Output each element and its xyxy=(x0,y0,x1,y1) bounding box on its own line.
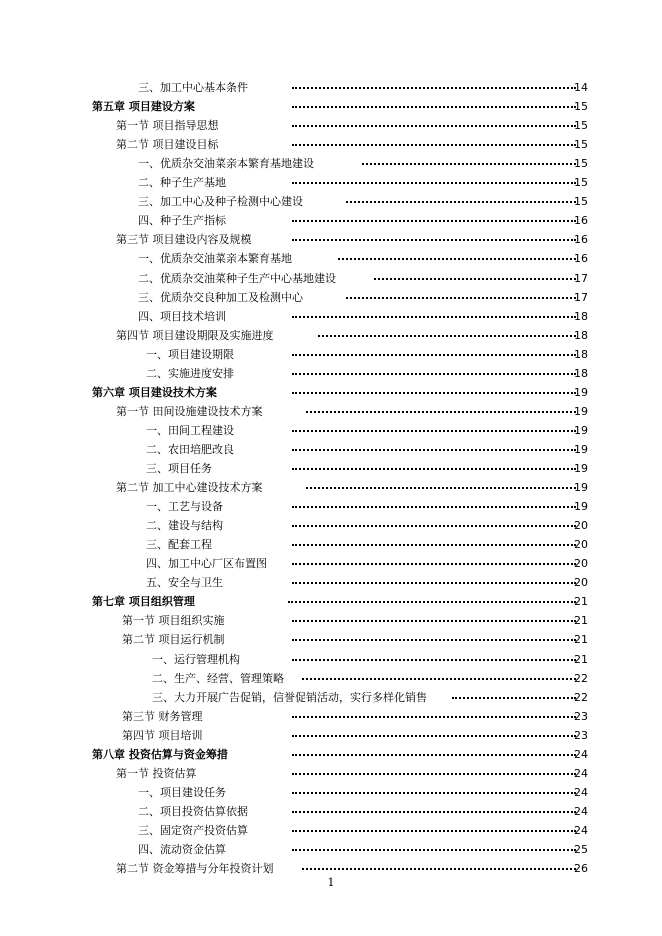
toc-leader-dots xyxy=(452,697,576,699)
toc-entry-title: 二、优质杂交油菜种子生产中心基地建设 xyxy=(138,271,336,285)
toc-entry-title: 三、大力开展广告促销，信誉促销活动，实行多样化销售 xyxy=(152,690,427,704)
toc-entry-title: 第三节 项目建设内容及规模 xyxy=(116,233,252,247)
toc-entry[interactable] xyxy=(0,173,662,192)
toc-leader-dots xyxy=(292,449,576,451)
toc-entry-title: 三、固定资产投资估算 xyxy=(138,823,248,837)
toc-entry-title: 三、配套工程 xyxy=(146,538,212,552)
toc-entry-title: 第二节 项目运行机制 xyxy=(122,633,225,647)
toc-leader-dots xyxy=(292,430,576,432)
toc-entry[interactable] xyxy=(0,669,662,688)
toc-entry[interactable] xyxy=(0,211,662,230)
toc-leader-dots xyxy=(292,144,576,146)
toc-entry-page: 15 xyxy=(574,176,588,190)
toc-entry-page: 21 xyxy=(574,633,588,647)
toc-entry-title: 第六章 项目建设技术方案 xyxy=(92,385,217,399)
toc-entry-title: 三、加工中心及种子检测中心建设 xyxy=(138,195,303,209)
toc-entry[interactable] xyxy=(0,249,662,268)
toc-entry[interactable] xyxy=(0,459,662,478)
toc-leader-dots xyxy=(292,316,576,318)
toc-entry-page: 15 xyxy=(574,119,588,133)
toc-entry-title: 第一节 项目组织实施 xyxy=(122,614,225,628)
toc-entry-page: 24 xyxy=(574,823,588,837)
toc-leader-dots xyxy=(292,106,576,108)
toc-leader-dots xyxy=(306,487,576,489)
toc-entry-title: 第一节 田间设施建设技术方案 xyxy=(116,404,263,418)
toc-entry-page: 19 xyxy=(574,500,588,514)
toc-entry-title: 第二节 项目建设目标 xyxy=(116,138,219,152)
toc-entry[interactable] xyxy=(0,802,662,821)
toc-entry-page: 16 xyxy=(574,214,588,228)
toc-entry-page: 15 xyxy=(574,157,588,171)
toc-entry-title: 二、实施进度安排 xyxy=(146,366,234,380)
toc-entry[interactable] xyxy=(0,821,662,840)
toc-entry-title: 一、田间工程建设 xyxy=(146,423,234,437)
toc-entry-page: 18 xyxy=(574,347,588,361)
toc-entry-title: 四、项目技术培训 xyxy=(138,309,226,323)
toc-entry-page: 20 xyxy=(574,557,588,571)
toc-entry-title: 第二节 加工中心建设技术方案 xyxy=(116,481,263,495)
toc-entry-title: 第四节 项目建设期限及实施进度 xyxy=(116,328,274,342)
toc-entry[interactable] xyxy=(0,326,662,345)
toc-entry[interactable] xyxy=(0,345,662,364)
toc-entry-page: 26 xyxy=(574,862,588,876)
toc-leader-dots xyxy=(292,773,576,775)
toc-entry[interactable] xyxy=(0,630,662,649)
toc-leader-dots xyxy=(292,182,576,184)
toc-entry[interactable] xyxy=(0,288,662,307)
toc-leader-dots xyxy=(292,544,576,546)
toc-entry-page: 24 xyxy=(574,804,588,818)
toc-entry-page: 25 xyxy=(574,843,588,856)
toc-entry-page: 24 xyxy=(574,785,588,799)
toc-entry-page: 15 xyxy=(574,100,588,114)
toc-entry[interactable] xyxy=(0,78,662,97)
toc-leader-dots xyxy=(292,792,576,794)
toc-entry-title: 第三节 财务管理 xyxy=(122,709,203,723)
toc-entry[interactable] xyxy=(0,650,662,669)
toc-entry-page: 19 xyxy=(574,442,588,456)
toc-leader-dots xyxy=(292,392,576,394)
toc-leader-dots xyxy=(292,525,576,527)
toc-leader-dots xyxy=(292,563,576,565)
toc-entry-page: 23 xyxy=(574,728,588,742)
toc-entry-page: 21 xyxy=(574,652,588,666)
toc-entry-title: 二、生产、经营、管理策略 xyxy=(152,671,284,685)
toc-leader-dots xyxy=(318,335,576,337)
toc-entry-title: 四、种子生产指标 xyxy=(138,214,226,228)
toc-entry-title: 一、项目建设期限 xyxy=(146,347,234,361)
toc-leader-dots xyxy=(292,754,576,756)
toc-entry[interactable] xyxy=(0,726,662,745)
toc-entry[interactable] xyxy=(0,745,662,764)
toc-entry-title: 一、项目建设任务 xyxy=(138,785,226,799)
toc-entry[interactable] xyxy=(0,154,662,173)
toc-leader-dots xyxy=(302,678,576,680)
toc-entry[interactable] xyxy=(0,307,662,326)
toc-entry-page: 21 xyxy=(574,614,588,628)
toc-entry-page: 21 xyxy=(574,595,588,609)
toc-entry-page: 20 xyxy=(574,576,588,590)
toc-entry-page: 19 xyxy=(574,481,588,495)
toc-leader-dots xyxy=(292,220,576,222)
toc-entry-title: 二、农田培肥改良 xyxy=(146,442,234,456)
toc-leader-dots xyxy=(346,201,576,203)
toc-entry[interactable] xyxy=(0,554,662,573)
toc-entry-page: 19 xyxy=(574,404,588,418)
toc-entry[interactable] xyxy=(0,230,662,249)
toc-entry-page: 24 xyxy=(574,766,588,780)
toc-entry-title: 一、优质杂交油菜亲本繁育基地建设 xyxy=(138,157,314,171)
toc-entry-page: 20 xyxy=(574,519,588,533)
toc-entry-title: 第八章 投资估算与资金筹措 xyxy=(92,747,228,761)
toc-leader-dots xyxy=(306,411,576,413)
toc-entry[interactable] xyxy=(0,535,662,554)
toc-entry[interactable] xyxy=(0,269,662,288)
toc-entry[interactable] xyxy=(0,707,662,726)
toc-entry-title: 三、加工中心基本条件 xyxy=(138,81,248,94)
toc-entry-page: 14 xyxy=(574,81,588,94)
toc-entry[interactable] xyxy=(0,192,662,211)
toc-entry-page: 18 xyxy=(574,366,588,380)
toc-leader-dots xyxy=(292,735,576,737)
toc-entry-page: 20 xyxy=(574,538,588,552)
toc-entry-page: 22 xyxy=(574,690,588,704)
toc-entry-title: 五、安全与卫生 xyxy=(146,576,223,590)
toc-entry-title: 第四节 项目培训 xyxy=(122,728,203,742)
toc-entry-title: 一、优质杂交油菜亲本繁育基地 xyxy=(138,252,292,266)
toc-entry-title: 三、项目任务 xyxy=(146,462,212,475)
toc-leader-dots xyxy=(292,239,576,241)
toc-entry-title: 二、项目投资估算依据 xyxy=(138,804,248,818)
toc-entry-title: 一、工艺与设备 xyxy=(146,500,223,514)
toc-entry-page: 19 xyxy=(574,462,588,475)
toc-entry-page: 18 xyxy=(574,309,588,323)
toc-entry[interactable] xyxy=(0,840,662,859)
toc-leader-dots xyxy=(338,258,576,260)
toc-leader-dots xyxy=(292,620,576,622)
toc-leader-dots xyxy=(288,601,576,603)
toc-entry-page: 23 xyxy=(574,709,588,723)
toc-entry[interactable] xyxy=(0,478,662,497)
toc-leader-dots xyxy=(292,716,576,718)
toc-entry[interactable] xyxy=(0,383,662,402)
toc-entry[interactable] xyxy=(0,116,662,135)
toc-leader-dots xyxy=(292,582,576,584)
toc-entry[interactable] xyxy=(0,364,662,383)
toc-entry[interactable] xyxy=(0,97,662,116)
toc-entry-title: 二、建设与结构 xyxy=(146,519,223,533)
toc-entry[interactable] xyxy=(0,688,662,707)
toc-leader-dots xyxy=(374,278,576,280)
toc-entry-title: 第七章 项目组织管理 xyxy=(92,595,195,609)
toc-entry-title: 四、流动资金估算 xyxy=(138,843,226,856)
toc-entry[interactable] xyxy=(0,135,662,154)
toc-entry[interactable] xyxy=(0,402,662,421)
toc-leader-dots xyxy=(292,125,576,127)
toc-entry[interactable] xyxy=(0,516,662,535)
toc-entry-page: 17 xyxy=(574,290,588,304)
toc-leader-dots xyxy=(346,297,576,299)
toc-entry[interactable] xyxy=(0,764,662,783)
toc-entry-page: 17 xyxy=(574,271,588,285)
toc-entry-title: 第一节 投资估算 xyxy=(116,766,197,780)
toc-entry-title: 第一节 项目指导思想 xyxy=(116,119,219,133)
toc-entry-page: 18 xyxy=(574,328,588,342)
toc-leader-dots xyxy=(292,506,576,508)
toc-entry[interactable] xyxy=(0,497,662,516)
toc-entry-page: 16 xyxy=(574,252,588,266)
toc-leader-dots xyxy=(292,639,576,641)
toc-entry-page: 24 xyxy=(574,747,588,761)
toc-entry-page: 15 xyxy=(574,138,588,152)
toc-leader-dots xyxy=(292,830,576,832)
toc-entry-page: 19 xyxy=(574,423,588,437)
toc-leader-dots xyxy=(292,468,576,470)
toc-leader-dots xyxy=(292,87,576,89)
toc-entry-page: 22 xyxy=(574,671,588,685)
toc-entry-title: 第五章 项目建设方案 xyxy=(92,100,195,114)
toc-entry[interactable] xyxy=(0,611,662,630)
toc-leader-dots xyxy=(292,354,576,356)
toc-entry-page: 19 xyxy=(574,385,588,399)
toc-entry-title: 四、加工中心厂区布置图 xyxy=(146,557,267,571)
toc-entry[interactable] xyxy=(0,592,662,611)
toc-entry-page: 16 xyxy=(574,233,588,247)
toc-entry-title: 一、运行管理机构 xyxy=(152,652,240,666)
page-number-footer: 1 xyxy=(327,876,335,889)
toc-entry-page: 15 xyxy=(574,195,588,209)
toc-entry[interactable] xyxy=(0,783,662,802)
toc-leader-dots xyxy=(362,163,576,165)
toc-leader-dots xyxy=(292,849,576,851)
toc-entry-title: 第二节 资金筹措与分年投资计划 xyxy=(116,862,274,876)
toc-entry[interactable] xyxy=(0,440,662,459)
toc-entry-title: 二、种子生产基地 xyxy=(138,176,226,190)
toc-leader-dots xyxy=(292,811,576,813)
toc-leader-dots xyxy=(292,659,576,661)
toc-entry-title: 三、优质杂交良种加工及检测中心 xyxy=(138,290,303,304)
toc-entry[interactable] xyxy=(0,421,662,440)
toc-leader-dots xyxy=(302,868,576,870)
toc-leader-dots xyxy=(292,373,576,375)
toc-entry[interactable] xyxy=(0,573,662,592)
